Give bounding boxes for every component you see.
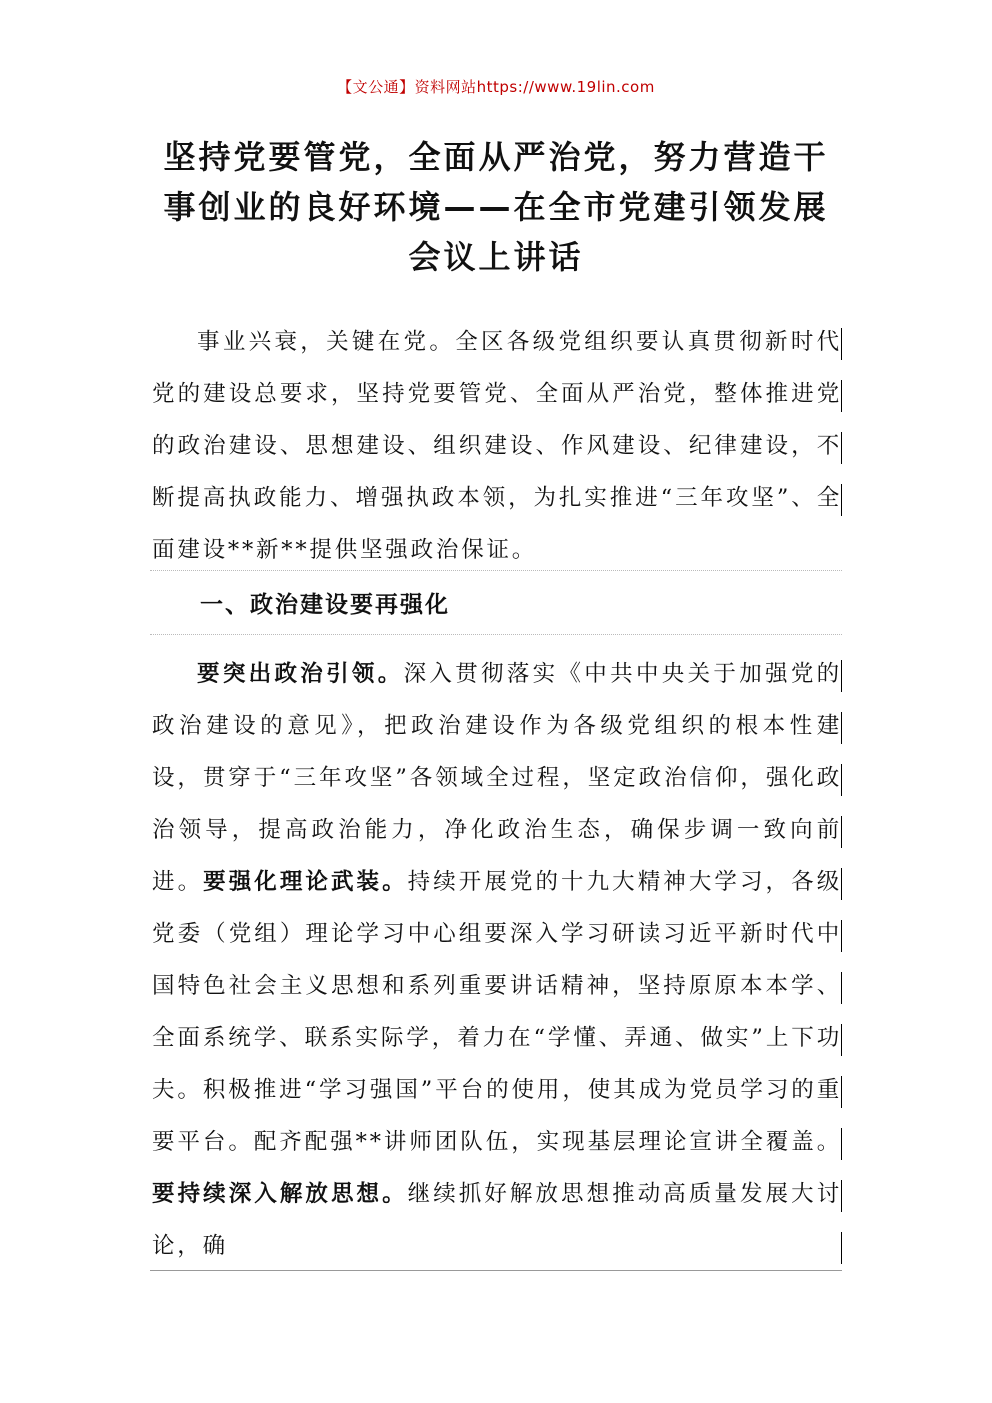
section-paragraph xyxy=(152,648,842,1272)
paragraph-text: 深入贯彻落实《中共中央关于加强党的政治建设的意见》，把政治建设作为各级党组织的根本性建设，贯穿于“三年攻坚”各领域全过程，坚定政治信仰，强化政治领导，提高政治能力，净化政治生态，确保步调一致向前进。 xyxy=(152,661,842,895)
divider xyxy=(150,634,842,635)
margin-mark xyxy=(840,816,842,848)
margin-mark xyxy=(840,1180,842,1212)
paragraph-text: 持续开展党的十九大精神大学习，各级党委（党组）理论学习中心组要深入学习研读习近平新时代中国特色社会主义思想和系列重要讲话精神，坚持原原本本学、全面系统学、联系实际学，着力在“学懂、弄通、做实”上下功夫。积极推进“学习强国”平台的使用，使其成为党员学习的重要平台。配齐配强**讲师团队伍，实现基层理论宣讲全覆盖。 xyxy=(152,869,842,1155)
margin-mark xyxy=(840,764,842,796)
margin-mark xyxy=(840,1076,842,1108)
site-watermark: 【文公通】资料网站https://www.19lin.com xyxy=(337,78,655,96)
margin-mark xyxy=(840,972,842,1004)
margin-mark xyxy=(840,380,842,412)
document-title: 坚持党要管党，全面从严治党，努力营造干事创业的良好环境——在全市党建引领发展会议上讲话 xyxy=(163,138,829,276)
margin-mark xyxy=(840,1024,842,1056)
margin-mark xyxy=(840,712,842,744)
margin-mark xyxy=(840,1232,842,1264)
page-bottom-rule xyxy=(150,1270,842,1271)
margin-mark xyxy=(840,660,842,692)
margin-mark xyxy=(840,1128,842,1160)
paragraph-text: 继续抓好解放思想推动高质量发展大讨论，确 xyxy=(152,1181,842,1259)
margin-mark xyxy=(840,868,842,900)
lead-phrase: 要持续深入解放思想。 xyxy=(152,1181,408,1207)
section-heading: 一、政治建设要再强化 xyxy=(200,592,450,618)
margin-mark xyxy=(840,920,842,952)
margin-mark xyxy=(840,484,842,516)
intro-paragraph: 事业兴衰，关键在党。全区各级党组织要认真贯彻新时代党的建设总要求，坚持党要管党、全面从严治党，整体推进党的政治建设、思想建设、组织建设、作风建设、纪律建设，不断提高执政能力、增强执政本领，为扎实推进“三年攻坚”、全面建设**新**提供坚强政治保证。 xyxy=(152,329,842,563)
margin-mark xyxy=(840,328,842,360)
divider xyxy=(150,570,842,571)
lead-phrase: 要突出政治引领。 xyxy=(197,661,404,687)
margin-mark xyxy=(840,432,842,464)
lead-phrase: 要强化理论武装。 xyxy=(203,869,408,895)
